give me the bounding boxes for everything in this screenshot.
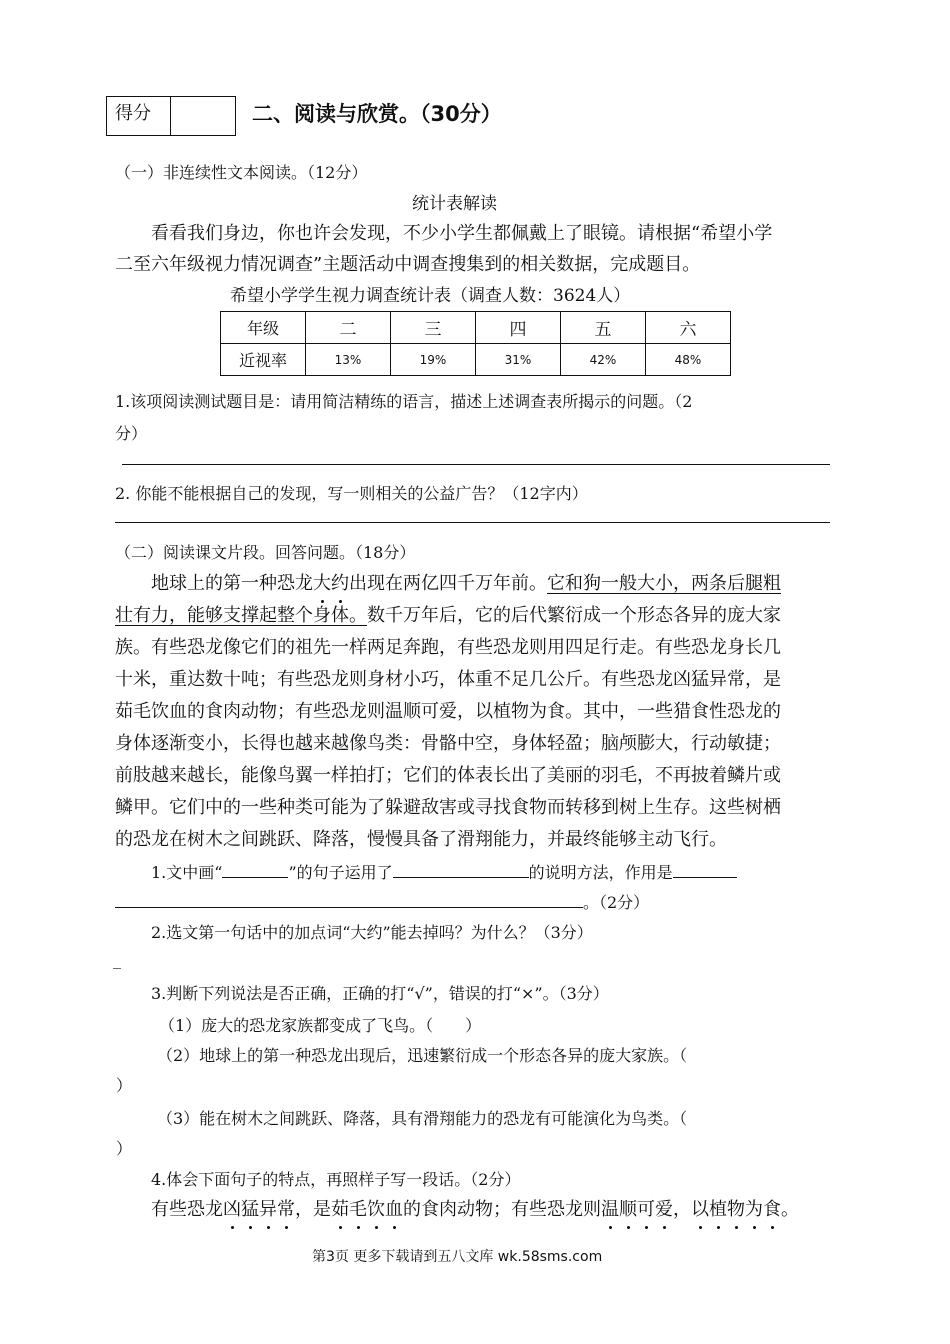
table-cell: 48% — [646, 344, 731, 376]
part2-q2: 2.选文第一句话中的加点词“大约”能去掉吗？为什么？（3分） — [151, 923, 593, 942]
dotted-char: 为 — [745, 1195, 763, 1221]
table-header-cell: 三 — [391, 312, 476, 344]
section-title: 二、阅读与欣赏。（30分） — [252, 102, 502, 126]
score-value-field[interactable] — [171, 97, 235, 135]
dotted-char: 温 — [601, 1195, 619, 1221]
q3-item-1[interactable]: （1）庞大的恐龙家族都变成了飞鸟。（ ） — [159, 1016, 482, 1035]
table-header-row — [221, 312, 731, 344]
part1-q2: 2. 你能不能根据自己的发现，写一则相关的公益广告？（12字内） — [115, 484, 588, 503]
q1-text: 。（2分） — [583, 893, 650, 912]
vision-stats-table — [220, 311, 731, 376]
part1-intro-line1: 看看我们身边，你也许会发现，不少小学生都佩戴上了眼镜。请根据“希望小学 — [151, 223, 773, 244]
dotted-char: 以 — [691, 1195, 709, 1221]
example-text: 的食肉动物；有些恐龙则 — [403, 1199, 601, 1220]
dotted-char: 异 — [259, 1195, 277, 1221]
example-text: 。 — [781, 1199, 799, 1220]
answer-blank[interactable] — [222, 859, 288, 878]
passage-line-3: 族。有些恐龙像它们的祖先一样两足奔跑，有些恐龙则用四足行走。有些恐龙身长几 — [115, 637, 781, 658]
part2-q3: 3.判断下列说法是否正确，正确的打“√”，错误的打“×”。（3分） — [151, 984, 609, 1003]
dotted-char: 食 — [763, 1195, 781, 1221]
example-text: ，是 — [295, 1199, 331, 1220]
dotted-char: 猛 — [241, 1195, 259, 1221]
part1-subtitle: 统计表解读 — [412, 194, 497, 214]
passage-line-7: 前肢越来越长，能像鸟翼一样拍打；它们的体表长出了美丽的羽毛，不再披着鳞片或 — [115, 765, 781, 786]
passage-text: 地球上的第一种恐龙 — [151, 573, 313, 594]
passage-line-5: 茹毛饮血的食肉动物；有些恐龙则温顺可爱，以植物为食。其中，一些猎食性恐龙的 — [115, 701, 781, 722]
part2-heading: （二）阅读课文片段。回答问题。（18分） — [115, 543, 416, 562]
passage-line-6: 身体逐渐变小，长得也越来越像鸟类：骨骼中空，身体轻盈；脑颅膨大，行动敏捷； — [115, 733, 781, 754]
dotted-char: 爱 — [655, 1195, 673, 1221]
dotted-char: 约 — [331, 569, 349, 595]
dotted-phrase — [601, 1195, 673, 1221]
q3-item-3[interactable]: （3）能在树木之间跳跃、降落，具有滑翔能力的恐龙有可能演化为鸟类。（ — [157, 1109, 688, 1128]
dotted-phrase — [691, 1195, 781, 1221]
table-header-cell: 四 — [476, 312, 561, 344]
dotted-char: 饮 — [367, 1195, 385, 1221]
q2-answer-mark[interactable]: _ — [113, 950, 121, 969]
table-data-row — [221, 344, 731, 376]
table-cell: 13% — [306, 344, 391, 376]
page-footer: 第3页 更多下载请到五八文库 wk.58sms.com — [312, 1249, 603, 1265]
table-caption: 希望小学学生视力调查统计表（调查人数：3624人） — [230, 286, 631, 306]
q1-text: ”的句子运用了 — [288, 863, 393, 882]
part1-heading: （一）非连续性文本阅读。（12分） — [115, 163, 368, 182]
dotted-char: 凶 — [223, 1195, 241, 1221]
part2-q4: 4.体会下面句子的特点，再照样子写一段话。（2分） — [151, 1170, 521, 1189]
score-label: 得分 — [107, 97, 171, 135]
q1-text: 的说明方法，作用是 — [528, 863, 673, 882]
dotted-char: 顺 — [619, 1195, 637, 1221]
passage-text: 数千万年后，它的后代繁衍成一个形态各异的庞大家 — [367, 605, 781, 626]
q4-example-sentence — [151, 1195, 799, 1221]
part2-q1 — [151, 859, 737, 883]
dotted-phrase — [331, 1195, 403, 1221]
passage-line-4: 十米，重达数十吨；有些恐龙则身材小巧，体重不足几公斤。有些恐龙凶猛异常，是 — [115, 669, 781, 690]
part1-q1-line1: 1.该项阅读测试题目是：请用简洁精练的语言，描述上述调查表所揭示的问题。（2 — [115, 392, 693, 411]
answer-blank[interactable] — [115, 889, 583, 908]
passage-text: 出现在两亿四千万年前。 — [349, 573, 547, 594]
dotted-char: 可 — [637, 1195, 655, 1221]
dotted-char: 常 — [277, 1195, 295, 1221]
score-box — [106, 96, 236, 136]
dotted-char: 物 — [727, 1195, 745, 1221]
q1-text: 1.文中画“ — [151, 863, 223, 882]
q3-item-2-close: ） — [116, 1076, 133, 1095]
table-header-cell: 二 — [306, 312, 391, 344]
answer-line[interactable] — [115, 522, 830, 523]
table-header-cell: 六 — [646, 312, 731, 344]
part2-q1-line2 — [115, 889, 649, 913]
dotted-phrase — [223, 1199, 295, 1220]
part1-intro-line2: 二至六年级视力情况调查”主题活动中调查搜集到的相关数据，完成题目。 — [115, 254, 701, 275]
example-text: ， — [673, 1199, 691, 1220]
passage-line-2 — [115, 601, 781, 627]
underlined-sentence: 壮有力，能够支撑起整个身体。 — [115, 605, 367, 626]
answer-blank[interactable] — [393, 859, 529, 878]
q3-item-2[interactable]: （2）地球上的第一种恐龙出现后，迅速繁衍成一个形态各异的庞大家族。（ — [157, 1046, 688, 1065]
table-cell: 31% — [476, 344, 561, 376]
answer-blank[interactable] — [673, 859, 737, 878]
table-cell: 19% — [391, 344, 476, 376]
q3-item-3-close: ） — [116, 1139, 133, 1158]
answer-line[interactable] — [122, 464, 830, 465]
dotted-char: 大 — [313, 569, 331, 595]
dotted-text — [223, 1195, 295, 1221]
dotted-char: 茹 — [331, 1195, 349, 1221]
dotted-char: 植 — [709, 1195, 727, 1221]
table-row-label: 近视率 — [221, 344, 306, 376]
dotted-char: 毛 — [349, 1195, 367, 1221]
dotted-word — [313, 569, 349, 595]
passage-line-9: 的恐龙在树木之间跳跃、降落，慢慢具备了滑翔能力，并最终能够主动飞行。 — [115, 829, 727, 850]
passage-line-8: 鳞甲。它们中的一些种类可能为了躲避敌害或寻找食物而转移到树上生存。这些树栖 — [115, 797, 781, 818]
passage-line-1 — [151, 569, 781, 595]
part1-q1-line2: 分） — [115, 424, 148, 443]
table-header-label: 年级 — [221, 312, 306, 344]
underlined-sentence: 它和狗一般大小，两条后腿粗 — [547, 573, 781, 594]
example-text: 有些恐龙 — [151, 1199, 223, 1220]
table-header-cell: 五 — [561, 312, 646, 344]
table-cell: 42% — [561, 344, 646, 376]
dotted-char: 血 — [385, 1195, 403, 1221]
